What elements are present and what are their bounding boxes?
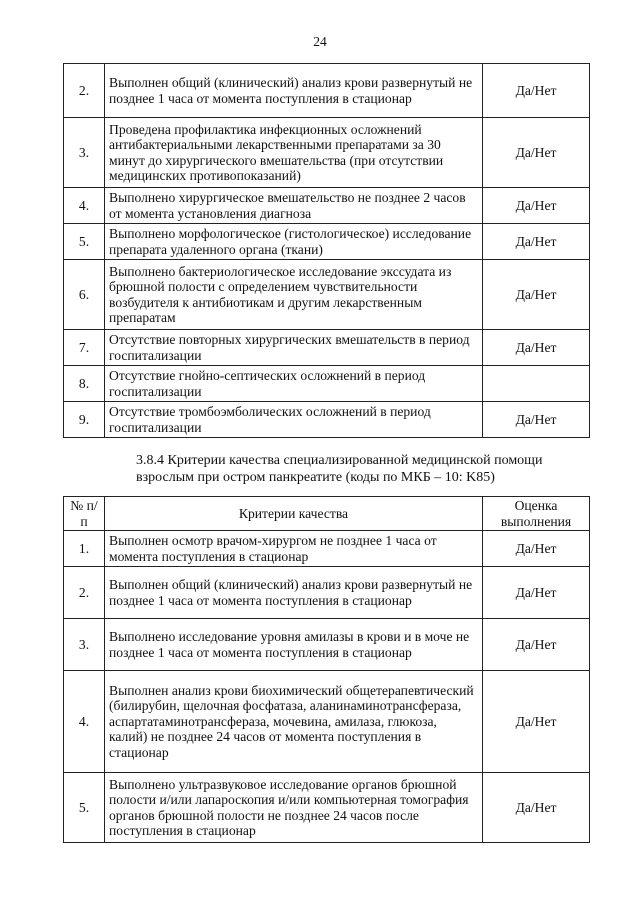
row-number: 2. [64, 567, 105, 619]
row-number: 3. [64, 118, 105, 188]
row-criterion: Выполнено бактериологическое исследование экссудата из брюшной полости с определением чувствительности возбудителя к антибиотикам и другим лекарственным препаратам [105, 260, 483, 330]
row-number: 4. [64, 671, 105, 773]
row-number: 5. [64, 224, 105, 260]
row-evaluation: Да/Нет [483, 402, 590, 438]
table-row [64, 260, 590, 330]
header-number: № п/п [64, 497, 105, 531]
row-number: 8. [64, 366, 105, 402]
table-row [64, 567, 590, 619]
table-row [64, 366, 590, 402]
row-criterion: Выполнено морфологическое (гистологическое) исследование препарата удаленного органа (ткани) [105, 224, 483, 260]
row-criterion: Проведена профилактика инфекционных осложнений антибактериальными лекарственными препаратами за 30 минут до хирургического вмешательства (при отсутствии медицинских противопоказаний) [105, 118, 483, 188]
row-evaluation: Да/Нет [483, 567, 590, 619]
row-number: 4. [64, 188, 105, 224]
section-heading: 3.8.4 Критерии качества специализированной медицинской помощи взрослым при остром панкреатите (коды по МКБ – 10: K85) [136, 453, 543, 485]
table-row [64, 531, 590, 567]
table-row [64, 402, 590, 438]
row-number: 7. [64, 330, 105, 366]
row-evaluation: Да/Нет [483, 330, 590, 366]
row-evaluation: Да/Нет [483, 773, 590, 843]
table-row [64, 64, 590, 118]
table-row [64, 224, 590, 260]
table-row [64, 773, 590, 843]
table-row [64, 118, 590, 188]
row-number: 1. [64, 531, 105, 567]
quality-criteria-table-continued [63, 63, 590, 438]
row-evaluation: Да/Нет [483, 619, 590, 671]
page-number: 24 [313, 34, 327, 49]
row-criterion: Выполнен общий (клинический) анализ крови развернутый не позднее 1 часа от момента поступления в стационар [105, 64, 483, 118]
row-criterion: Выполнен анализ крови биохимический общетерапевтический (билирубин, щелочная фосфатаза, аланинаминотрансфераза, аспартатаминотрансфераза, мочевина, амилаза, глюкоза, калий) не позднее 24 часов от момента поступления в стационар [105, 671, 483, 773]
table-header-row [64, 497, 590, 531]
row-number: 9. [64, 402, 105, 438]
row-criterion: Выполнено хирургическое вмешательство не позднее 2 часов от момента установления диагноза [105, 188, 483, 224]
row-evaluation: Да/Нет [483, 260, 590, 330]
row-evaluation: Да/Нет [483, 188, 590, 224]
row-evaluation [483, 366, 590, 402]
header-evaluation: Оценка выполнения [483, 497, 590, 531]
header-criterion: Критерии качества [105, 497, 483, 531]
row-evaluation: Да/Нет [483, 224, 590, 260]
row-criterion: Выполнено исследование уровня амилазы в крови и в моче не позднее 1 часа от момента поступления в стационар [105, 619, 483, 671]
table-row [64, 188, 590, 224]
row-criterion: Отсутствие гнойно-септических осложнений в период госпитализации [105, 366, 483, 402]
row-evaluation: Да/Нет [483, 118, 590, 188]
row-number: 3. [64, 619, 105, 671]
row-number: 5. [64, 773, 105, 843]
table-row [64, 619, 590, 671]
table-row [64, 330, 590, 366]
row-evaluation: Да/Нет [483, 64, 590, 118]
row-number: 2. [64, 64, 105, 118]
row-criterion: Выполнен общий (клинический) анализ крови развернутый не позднее 1 часа от момента поступления в стационар [105, 567, 483, 619]
row-criterion: Выполнен осмотр врачом-хирургом не позднее 1 часа от момента поступления в стационар [105, 531, 483, 567]
row-evaluation: Да/Нет [483, 531, 590, 567]
row-criterion: Отсутствие повторных хирургических вмешательств в период госпитализации [105, 330, 483, 366]
row-number: 6. [64, 260, 105, 330]
pancreatitis-quality-criteria-table [63, 496, 590, 843]
row-evaluation: Да/Нет [483, 671, 590, 773]
table-row [64, 671, 590, 773]
row-criterion: Отсутствие тромбоэмболических осложнений в период госпитализации [105, 402, 483, 438]
row-criterion: Выполнено ультразвуковое исследование органов брюшной полости и/или лапароскопия и/или компьютерная томография органов брюшной полости не позднее 24 часов после поступления в стационар [105, 773, 483, 843]
